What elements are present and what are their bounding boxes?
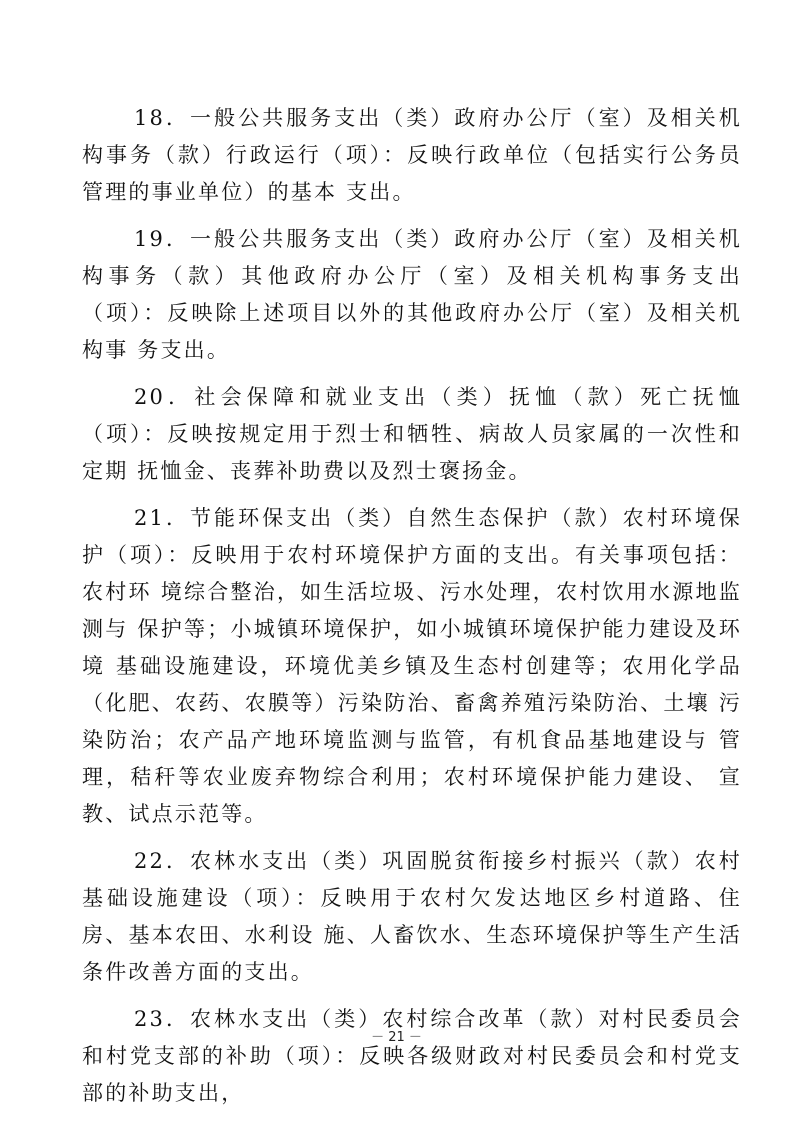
paragraph-item-20: 20．社会保障和就业支出（类）抚恤（款）死亡抚恤（项）：反映按规定用于烈士和牺牲、病故人员家属的一次性和定期 抚恤金、丧葬补助费以及烈士褒扬金。 <box>82 385 742 483</box>
paragraph-item-22: 22．农林水支出（类）巩固脱贫衔接乡村振兴（款）农村基础设施建设（项）：反映用于农村欠发达地区乡村道路、住房、基本农田、水利设 施、人畜饮水、生态环境保护等生产生活条件改善方面的支出。 <box>82 849 742 984</box>
paragraph-item-19: 19．一般公共服务支出（类）政府办公厅（室）及相关机构事务（款）其他政府办公厅（室）及相关机构事务支出（项）：反映除上述项目以外的其他政府办公厅（室）及相关机构事 务支出。 <box>82 227 742 362</box>
page-number: － 21 － <box>371 1030 422 1045</box>
paragraph-item-21: 21．节能环保支出（类）自然生态保护（款）农村环境保护（项）：反映用于农村环境保护方面的支出。有关事项包括：农村环 境综合整治，如生活垃圾、污水处理，农村饮用水源地监测与 保护等；小城镇环境保护，如小城镇环境保护能力建设及环境 基础设施建设，环境优美乡镇及生态村创建等；农用化学品 （化肥、农药、农膜等）污染防治、畜禽养殖污染防治、土壤 污染防治；农产品产地环境监测与监管，有机食品基地建设与 管理，秸秆等农业废弃物综合利用；农村环境保护能力建设、 宣教、试点示范等。 <box>82 506 742 826</box>
paragraph-item-23: 23．农林水支出（类）农村综合改革（款）对村民委员会和村党支部的补助（项）：反映各级财政对村民委员会和村党支部的补助支出， <box>82 1007 742 1105</box>
paragraph-item-18: 18．一般公共服务支出（类）政府办公厅（室）及相关机构事务（款）行政运行（项）：反映行政单位（包括实行公务员管理的事业单位）的基本 支出。 <box>82 106 742 204</box>
document-body <box>82 100 742 1122</box>
